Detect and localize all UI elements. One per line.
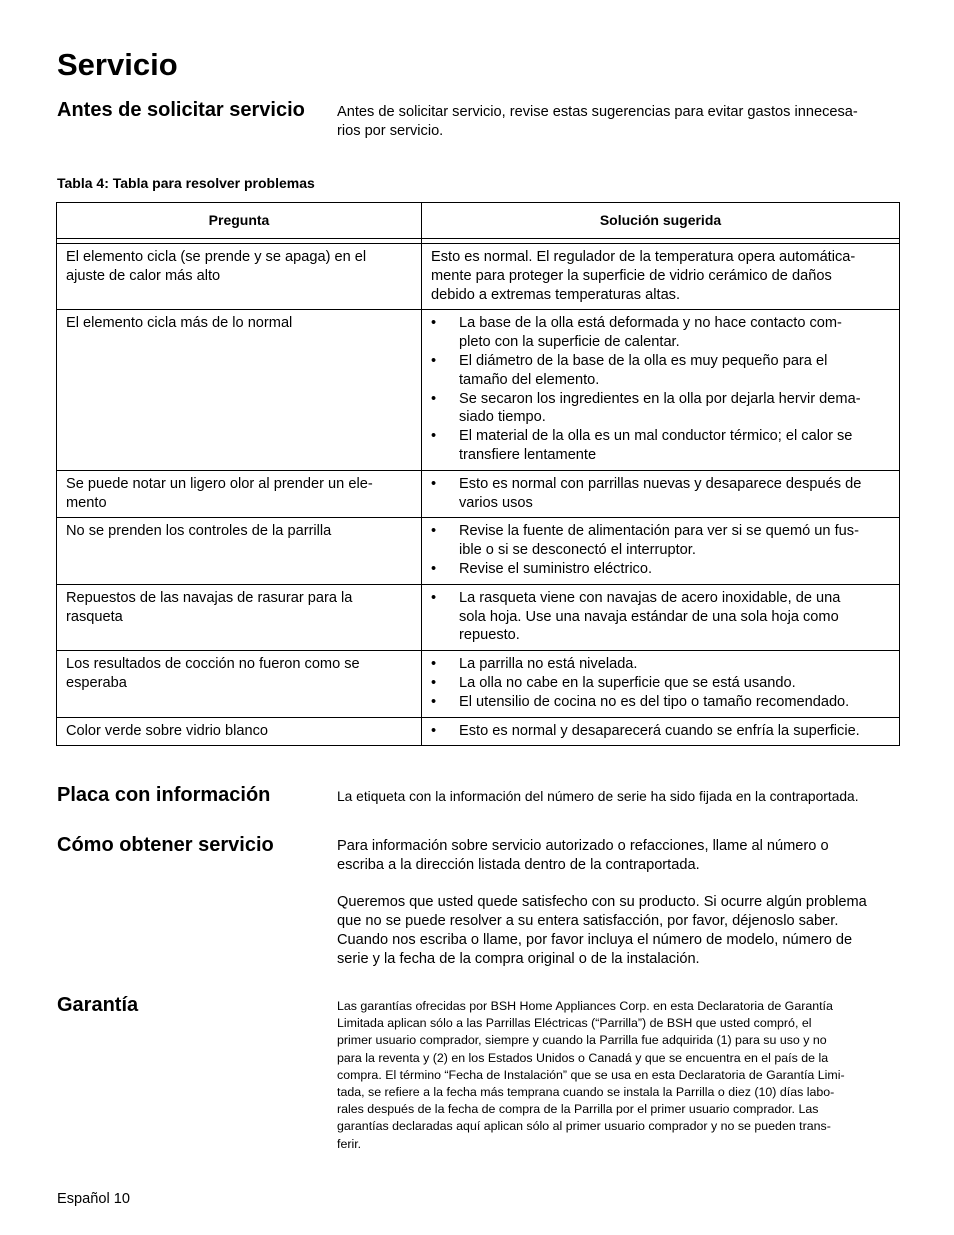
text-line: La base de la olla está deformada y no hace contacto com-: [459, 315, 842, 332]
text-line: tamaño del elemento.: [459, 371, 600, 388]
table-row: [57, 310, 900, 470]
text-line: Revise el suministro eléctrico.: [459, 560, 653, 577]
question-cell: [57, 310, 422, 470]
solution-list: [431, 522, 891, 578]
list-item: [431, 693, 891, 712]
text-line: mente para proteger la superficie de vidrio cerámico de daños: [431, 267, 832, 284]
text-line: ajuste de calor más alto: [66, 267, 221, 284]
text-line: siado tiempo.: [459, 409, 546, 426]
text-line: Las garantías ofrecidas por BSH Home Appliances Corp. en esta Declaratoria de Garantía: [337, 999, 833, 1013]
text-line: Cuando nos escriba o llame, por favor incluya el número de modelo, número de: [337, 932, 853, 948]
column-header-question: Pregunta: [57, 203, 422, 239]
bullet-icon: •: [431, 475, 437, 492]
list-item: [431, 314, 891, 352]
text-line: Se puede notar un ligero olor al prender un ele-: [66, 475, 373, 492]
text-line: El elemento cicla más de lo normal: [66, 315, 293, 332]
get-service-para-2: [337, 893, 899, 969]
text-line: rasqueta: [66, 608, 123, 625]
text-line: compra. El término “Fecha de Instalación” que se usa en esta Declaratoria de Garantía Limi-: [337, 1067, 845, 1082]
question-cell: [57, 244, 422, 310]
list-item: [431, 722, 891, 741]
text-line: rios por servicio.: [337, 123, 444, 139]
text-line: Esto es normal. El regulador de la temperatura opera automática-: [431, 249, 856, 265]
table-header-row: [57, 203, 900, 239]
bullet-icon: •: [431, 693, 437, 710]
list-item: [431, 589, 891, 645]
solution-cell: [422, 470, 900, 518]
bullet-icon: •: [431, 722, 437, 739]
list-item: [431, 427, 891, 465]
text-line: El utensilio de cocina no es del tipo o tamaño recomendado.: [459, 693, 850, 710]
table-caption: Tabla 4: Tabla para resolver problemas: [57, 175, 315, 191]
question-cell: [57, 651, 422, 717]
text-line: sola hoja. Use una navaja estándar de una sola hoja como: [459, 608, 839, 625]
text-line: Esto es normal con parrillas nuevas y desaparece después de: [459, 475, 862, 492]
text-line: rales después de la fecha de compra de la Parrilla por el primer usuario comprador. Las: [337, 1102, 819, 1117]
text-line: Color verde sobre vidrio blanco: [66, 722, 268, 739]
text-line: El elemento cicla (se prende y se apaga) en el: [66, 249, 367, 265]
solution-cell: [422, 518, 900, 584]
section-heading-before-service: Antes de solicitar servicio: [57, 99, 305, 121]
bullet-icon: •: [431, 523, 437, 540]
text-line: ferir.: [337, 1136, 362, 1151]
info-plate-text: La etiqueta con la información del número de serie ha sido fijada en la contraportada.: [337, 789, 859, 804]
list-item: [431, 475, 891, 513]
text-line: tada, se refiere a la fecha más temprana cuando se instala la Parrilla o diez (10) días labo-: [337, 1085, 835, 1100]
text-line: primer usuario comprador, siempre y cuando la Parrilla fue adquirida (1) para su uso y no: [337, 1033, 827, 1048]
text-line: debido a extremas temperaturas altas.: [431, 286, 681, 303]
list-item: [431, 560, 891, 579]
text-line: La rasqueta viene con navajas de acero inoxidable, de una: [459, 589, 841, 606]
text-line: escriba a la dirección listada dentro de la contraportada.: [337, 857, 700, 873]
question-cell: [57, 470, 422, 518]
solution-list: [431, 722, 891, 741]
text-line: pleto con la superficie de calentar.: [459, 334, 680, 351]
text-line: serie y la fecha de la compra original o de la instalación.: [337, 951, 700, 967]
table-row: [57, 717, 900, 746]
text-line: Queremos que usted quede satisfecho con su producto. Si ocurre algún problema: [337, 894, 867, 910]
text-line: Esto es normal y desaparecerá cuando se enfría la superficie.: [459, 722, 860, 739]
get-service-para-1: [337, 837, 899, 875]
warranty-text: [337, 998, 899, 1153]
section-heading-info-plate: Placa con información: [57, 784, 271, 806]
table-row: [57, 651, 900, 717]
question-cell: [57, 717, 422, 746]
solution-list: [431, 589, 891, 645]
solution-cell: [422, 310, 900, 470]
troubleshooting-table: [56, 202, 900, 746]
text-line: La olla no cabe en la superficie que se está usando.: [459, 674, 796, 691]
question-cell: [57, 584, 422, 650]
bullet-icon: •: [431, 315, 437, 332]
question-cell: [57, 518, 422, 584]
solution-cell: [422, 244, 900, 310]
text-line: mento: [66, 494, 107, 511]
text-line: El diámetro de la base de la olla es muy pequeño para el: [459, 352, 828, 369]
solution-list: [431, 475, 891, 513]
list-item: [431, 352, 891, 390]
section-heading-get-service: Cómo obtener servicio: [57, 834, 274, 856]
table-row: [57, 584, 900, 650]
page-footer: Español 10: [57, 1191, 131, 1207]
text-line: ible o si se desconectó el interruptor.: [459, 542, 696, 559]
page-title: Servicio: [57, 47, 178, 82]
text-line: repuesto.: [459, 627, 520, 644]
solution-list: [431, 314, 891, 464]
column-header-solution: Solución sugerida: [422, 203, 900, 239]
section-heading-warranty: Garantía: [57, 994, 139, 1016]
solution-list: [431, 655, 891, 711]
text-line: Revise la fuente de alimentación para ver si se quemó un fus-: [459, 523, 859, 540]
text-line: esperaba: [66, 674, 127, 691]
bullet-icon: •: [431, 656, 437, 673]
text-line: Para información sobre servicio autorizado o refacciones, llame al número o: [337, 838, 829, 854]
list-item: [431, 655, 891, 674]
text-line: No se prenden los controles de la parrilla: [66, 523, 332, 540]
text-line: Se secaron los ingredientes en la olla por dejarla hervir dema-: [459, 390, 861, 407]
bullet-icon: •: [431, 390, 437, 407]
text-line: que no se puede resolver a su entera satisfacción, por favor, déjenoslo saber.: [337, 913, 839, 929]
table-row: [57, 244, 900, 310]
list-item: [431, 390, 891, 428]
text-line: transfiere lentamente: [459, 446, 597, 463]
text-line: Antes de solicitar servicio, revise estas sugerencias para evitar gastos innecesa-: [337, 104, 858, 120]
bullet-icon: •: [431, 674, 437, 691]
table-row: [57, 470, 900, 518]
bullet-icon: •: [431, 560, 437, 577]
text-line: garantías declaradas aquí aplican sólo al primer usuario comprador y no se pueden trans-: [337, 1119, 831, 1134]
text-line: para la reventa y (2) en los Estados Unidos o Canadá y que se encuentra en el país de la: [337, 1050, 829, 1065]
table-row: [57, 518, 900, 584]
bullet-icon: •: [431, 352, 437, 369]
solution-cell: [422, 717, 900, 746]
text-line: El material de la olla es un mal conductor térmico; el calor se: [459, 428, 853, 445]
bullet-icon: •: [431, 428, 437, 445]
solution-cell: [422, 651, 900, 717]
text-line: Los resultados de cocción no fueron como se: [66, 656, 360, 673]
solution-cell: [422, 584, 900, 650]
text-line: Repuestos de las navajas de rasurar para la: [66, 589, 353, 606]
list-item: [431, 522, 891, 560]
text-line: varios usos: [459, 494, 533, 511]
list-item: [431, 674, 891, 693]
text-line: Limitada aplican sólo a las Parrillas Eléctricas (“Parrilla”) de BSH que usted compró, el: [337, 1016, 812, 1031]
before-service-text: [337, 103, 899, 141]
text-line: La parrilla no está nivelada.: [459, 656, 638, 673]
bullet-icon: •: [431, 589, 437, 606]
